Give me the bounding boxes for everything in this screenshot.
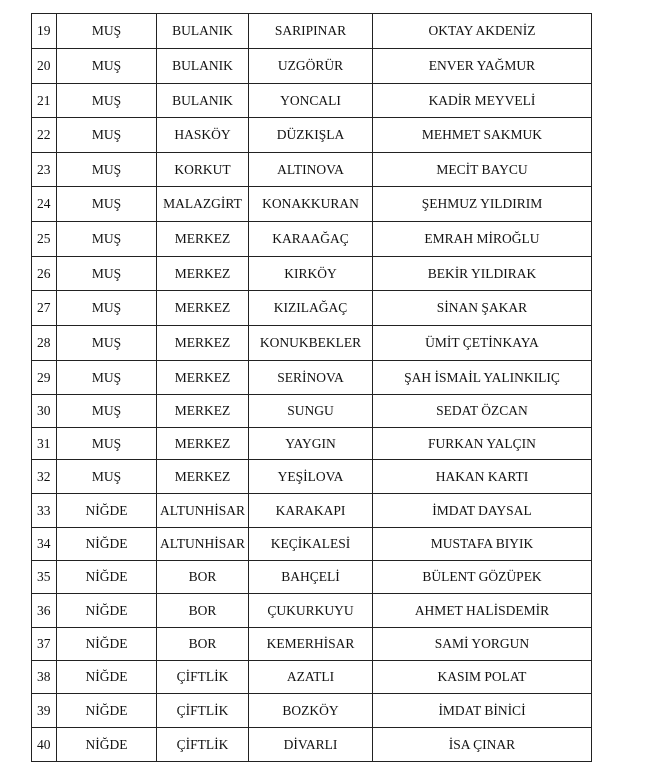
person-name-cell: HAKAN KARTI <box>373 460 592 494</box>
province-cell: MUŞ <box>57 361 157 395</box>
person-name-cell: EMRAH MİROĞLU <box>373 222 592 257</box>
province-cell: NİĞDE <box>57 628 157 661</box>
row-number-cell: 34 <box>32 528 57 561</box>
village-cell: KARAAĞAÇ <box>249 222 373 257</box>
table-row <box>32 84 592 118</box>
person-name-cell: OKTAY AKDENİZ <box>373 14 592 49</box>
table-row <box>32 528 592 561</box>
row-number-cell: 26 <box>32 257 57 291</box>
village-cell: KIZILAĞAÇ <box>249 291 373 326</box>
table-row <box>32 694 592 728</box>
village-cell: ALTINOVA <box>249 153 373 187</box>
table-row <box>32 395 592 428</box>
row-number-cell: 20 <box>32 49 57 84</box>
table-row <box>32 153 592 187</box>
district-cell: ÇİFTLİK <box>157 728 249 762</box>
province-cell: MUŞ <box>57 257 157 291</box>
village-cell: UZGÖRÜR <box>249 49 373 84</box>
person-name-cell: İSA ÇINAR <box>373 728 592 762</box>
province-cell: NİĞDE <box>57 561 157 594</box>
row-number-cell: 22 <box>32 118 57 153</box>
province-cell: MUŞ <box>57 291 157 326</box>
province-cell: MUŞ <box>57 222 157 257</box>
village-cell: SARIPINAR <box>249 14 373 49</box>
district-cell: MERKEZ <box>157 257 249 291</box>
province-cell: MUŞ <box>57 84 157 118</box>
province-cell: MUŞ <box>57 460 157 494</box>
district-cell: MERKEZ <box>157 222 249 257</box>
province-cell: NİĞDE <box>57 594 157 628</box>
row-number-cell: 32 <box>32 460 57 494</box>
province-cell: NİĞDE <box>57 494 157 528</box>
province-cell: NİĞDE <box>57 728 157 762</box>
province-cell: MUŞ <box>57 14 157 49</box>
district-cell: BOR <box>157 561 249 594</box>
village-cell: KEÇİKALESİ <box>249 528 373 561</box>
row-number-cell: 21 <box>32 84 57 118</box>
district-cell: HASKÖY <box>157 118 249 153</box>
row-number-cell: 29 <box>32 361 57 395</box>
row-number-cell: 33 <box>32 494 57 528</box>
person-name-cell: AHMET HALİSDEMİR <box>373 594 592 628</box>
province-cell: MUŞ <box>57 395 157 428</box>
row-number-cell: 35 <box>32 561 57 594</box>
person-name-cell: BEKİR YILDIRAK <box>373 257 592 291</box>
table-row <box>32 428 592 460</box>
village-cell: DİVARLI <box>249 728 373 762</box>
table-row <box>32 222 592 257</box>
district-cell: BOR <box>157 594 249 628</box>
table-row <box>32 361 592 395</box>
person-name-cell: İMDAT DAYSAL <box>373 494 592 528</box>
table-row <box>32 49 592 84</box>
district-cell: MERKEZ <box>157 460 249 494</box>
row-number-cell: 25 <box>32 222 57 257</box>
person-name-cell: BÜLENT GÖZÜPEK <box>373 561 592 594</box>
district-cell: MERKEZ <box>157 395 249 428</box>
district-cell: MALAZGİRT <box>157 187 249 222</box>
person-name-cell: MECİT BAYCU <box>373 153 592 187</box>
village-cell: AZATLI <box>249 661 373 694</box>
roster-table-body <box>32 14 592 762</box>
person-name-cell: ŞAH İSMAİL YALINKILIÇ <box>373 361 592 395</box>
table-row <box>32 628 592 661</box>
table-row <box>32 661 592 694</box>
district-cell: BULANIK <box>157 84 249 118</box>
district-cell: ALTUNHİSAR <box>157 494 249 528</box>
table-row <box>32 118 592 153</box>
row-number-cell: 36 <box>32 594 57 628</box>
district-cell: BULANIK <box>157 49 249 84</box>
person-name-cell: ÜMİT ÇETİNKAYA <box>373 326 592 361</box>
district-cell: ÇİFTLİK <box>157 661 249 694</box>
table-row <box>32 257 592 291</box>
district-cell: ÇİFTLİK <box>157 694 249 728</box>
village-cell: BOZKÖY <box>249 694 373 728</box>
province-cell: NİĞDE <box>57 528 157 561</box>
village-cell: KONUKBEKLER <box>249 326 373 361</box>
row-number-cell: 19 <box>32 14 57 49</box>
village-cell: BAHÇELİ <box>249 561 373 594</box>
row-number-cell: 31 <box>32 428 57 460</box>
row-number-cell: 37 <box>32 628 57 661</box>
person-name-cell: ŞEHMUZ YILDIRIM <box>373 187 592 222</box>
province-cell: MUŞ <box>57 428 157 460</box>
district-cell: MERKEZ <box>157 428 249 460</box>
village-cell: KONAKKURAN <box>249 187 373 222</box>
table-row <box>32 187 592 222</box>
table-row <box>32 494 592 528</box>
person-name-cell: KASIM POLAT <box>373 661 592 694</box>
province-cell: MUŞ <box>57 326 157 361</box>
row-number-cell: 30 <box>32 395 57 428</box>
village-cell: YONCALI <box>249 84 373 118</box>
district-cell: MERKEZ <box>157 326 249 361</box>
person-name-cell: MEHMET SAKMUK <box>373 118 592 153</box>
village-cell: DÜZKIŞLA <box>249 118 373 153</box>
district-cell: MERKEZ <box>157 361 249 395</box>
table-row <box>32 728 592 762</box>
province-cell: NİĞDE <box>57 694 157 728</box>
table-row <box>32 14 592 49</box>
person-name-cell: SEDAT ÖZCAN <box>373 395 592 428</box>
row-number-cell: 24 <box>32 187 57 222</box>
province-cell: MUŞ <box>57 153 157 187</box>
table-row <box>32 460 592 494</box>
province-cell: MUŞ <box>57 49 157 84</box>
village-cell: YAYGIN <box>249 428 373 460</box>
row-number-cell: 27 <box>32 291 57 326</box>
row-number-cell: 38 <box>32 661 57 694</box>
village-cell: KIRKÖY <box>249 257 373 291</box>
person-name-cell: ENVER YAĞMUR <box>373 49 592 84</box>
table-row <box>32 291 592 326</box>
person-name-cell: SAMİ YORGUN <box>373 628 592 661</box>
row-number-cell: 28 <box>32 326 57 361</box>
table-row <box>32 594 592 628</box>
row-number-cell: 23 <box>32 153 57 187</box>
province-cell: MUŞ <box>57 118 157 153</box>
person-name-cell: KADİR MEYVELİ <box>373 84 592 118</box>
person-name-cell: FURKAN YALÇIN <box>373 428 592 460</box>
district-cell: ALTUNHİSAR <box>157 528 249 561</box>
village-cell: KARAKAPI <box>249 494 373 528</box>
village-cell: SUNGU <box>249 395 373 428</box>
province-cell: NİĞDE <box>57 661 157 694</box>
village-cell: SERİNOVA <box>249 361 373 395</box>
roster-table <box>31 13 592 762</box>
village-cell: KEMERHİSAR <box>249 628 373 661</box>
person-name-cell: SİNAN ŞAKAR <box>373 291 592 326</box>
village-cell: ÇUKURKUYU <box>249 594 373 628</box>
row-number-cell: 40 <box>32 728 57 762</box>
district-cell: KORKUT <box>157 153 249 187</box>
table-row <box>32 561 592 594</box>
district-cell: BULANIK <box>157 14 249 49</box>
person-name-cell: MUSTAFA BIYIK <box>373 528 592 561</box>
table-row <box>32 326 592 361</box>
person-name-cell: İMDAT BİNİCİ <box>373 694 592 728</box>
row-number-cell: 39 <box>32 694 57 728</box>
village-cell: YEŞİLOVA <box>249 460 373 494</box>
district-cell: MERKEZ <box>157 291 249 326</box>
district-cell: BOR <box>157 628 249 661</box>
province-cell: MUŞ <box>57 187 157 222</box>
